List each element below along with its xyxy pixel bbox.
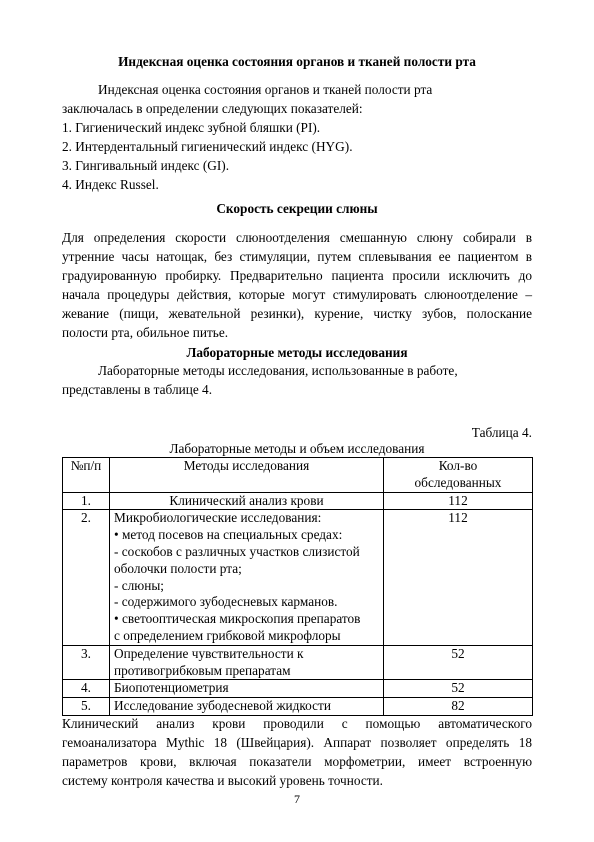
header-count-line: Кол-во <box>438 458 478 473</box>
row-count: 52 <box>384 645 533 680</box>
method-line: оболочки полости рта; <box>114 560 242 576</box>
list-item: 3. Гингивальный индекс (GI). <box>62 158 230 173</box>
list-item: 2. Интердентальный гигиенический индекс (HYG). <box>62 139 353 154</box>
header-count-line: обследованных <box>414 474 502 490</box>
row-num: 2. <box>63 510 110 645</box>
table-row <box>63 698 533 716</box>
row-count: 82 <box>384 698 533 716</box>
method-line: • метод посевов на специальных средах: <box>114 527 343 543</box>
method-line: Определение чувствительности к <box>114 645 304 661</box>
header-num: №п/п <box>63 458 110 493</box>
row-count: 52 <box>384 680 533 698</box>
table-label: Таблица 4. <box>471 425 532 440</box>
lab-methods-table <box>62 457 533 716</box>
header-method: Методы исследования <box>110 458 384 493</box>
method-line: - слюны; <box>114 577 164 593</box>
list-item: 1. Гигиенический индекс зубной бляшки (PI). <box>62 120 321 135</box>
row-method <box>110 510 384 645</box>
indices-paragraph <box>62 80 532 194</box>
text-line: заключалась в определении следующих показателей: <box>62 101 363 116</box>
text-line: утренние часы натощак, без стимуляции, путем сплевывания ее пациентом в <box>62 249 532 264</box>
page-number: 7 <box>294 792 300 806</box>
table-row <box>63 510 533 645</box>
row-num: 4. <box>63 680 110 698</box>
text-line: градуированную пробирку. Предварительно пациента просили исключить до <box>62 268 532 283</box>
row-count: 112 <box>384 492 533 510</box>
text-line: Лабораторные методы исследования, использованные в работе, <box>98 363 458 378</box>
table-row <box>63 680 533 698</box>
method-line: - содержимого зубодесневых карманов. <box>114 594 338 610</box>
row-num: 5. <box>63 698 110 716</box>
row-method <box>110 645 384 680</box>
list-item: 4. Индекс Russel. <box>62 177 159 192</box>
blood-analysis-paragraph <box>62 714 532 790</box>
row-method: Биопотенциометрия <box>110 680 384 698</box>
text-line: параметров крови, включая показатели морфометрии, имеет встроенную <box>62 754 532 769</box>
row-num: 1. <box>63 492 110 510</box>
row-method: Исследование зубодесневой жидкости <box>110 698 384 716</box>
text-line: систему контроля качества и высокий уровень точности. <box>62 773 383 788</box>
row-num: 3. <box>63 645 110 680</box>
header-count <box>384 458 533 493</box>
table-row <box>63 492 533 510</box>
section-heading-indices: Индексная оценка состояния органов и тканей полости рта <box>118 54 476 69</box>
method-line: - соскобов с различных участков слизистой <box>114 543 360 559</box>
method-line: Микробиологические исследования: <box>114 510 322 526</box>
section-heading-saliva: Скорость секреции слюны <box>216 201 378 216</box>
text-line: полости рта, обильное питье. <box>62 325 229 340</box>
method-line: • светооптическая микроскопия препаратов <box>114 611 361 627</box>
text-line: гемоанализатора Mythic 18 (Швейцария). Аппарат позволяет определять 18 <box>62 735 532 750</box>
text-line: Индексная оценка состояния органов и тканей полости рта <box>98 82 433 97</box>
row-method: Клинический анализ крови <box>110 492 384 510</box>
lab-paragraph <box>62 361 532 399</box>
table-row <box>63 645 533 680</box>
method-line: с определением грибковой микрофлоры <box>114 627 341 643</box>
text-line: Клинический анализ крови проводили с помощью автоматического <box>62 716 532 731</box>
table-caption: Лабораторные методы и объем исследования <box>169 441 425 456</box>
section-heading-lab: Лабораторные методы исследования <box>186 345 408 360</box>
table-header-row <box>63 458 533 493</box>
text-line: Для определения скорости слюноотделения смешанную слюну собирали в <box>62 230 532 245</box>
method-line: противогрибковым препаратам <box>114 662 291 678</box>
text-line: жевание (пищи, жевательной резинки), курение, чистку зубов, полоскание <box>62 306 532 321</box>
text-line: представлены в таблице 4. <box>62 382 213 397</box>
row-count: 112 <box>384 510 533 645</box>
saliva-paragraph <box>62 228 532 342</box>
text-line: начала процедуры действия, которые могут стимулировать слюноотделение – <box>62 287 532 302</box>
